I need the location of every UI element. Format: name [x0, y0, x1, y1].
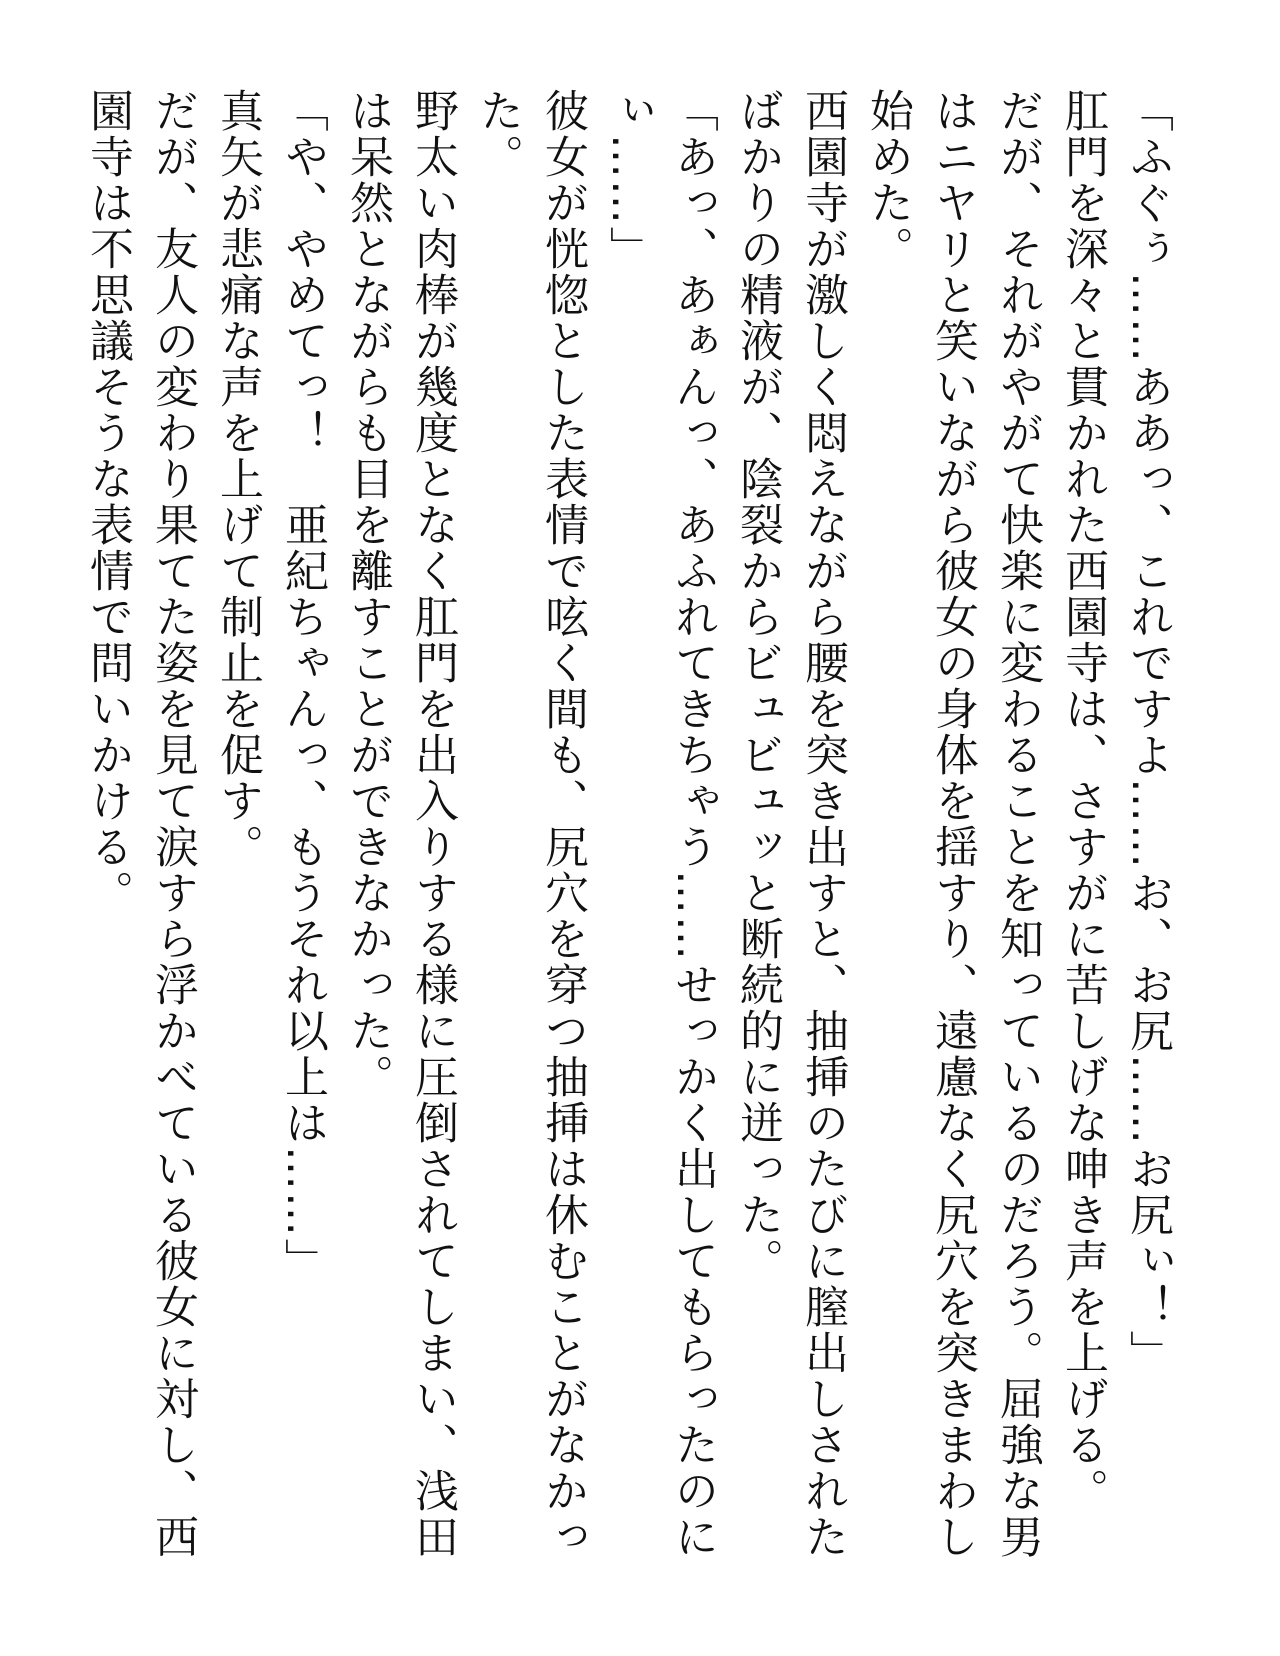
paragraph: 肛門を深々と貫かれた西園寺は、さすがに苦しげな呻き声を上げる。 [1057, 88, 1108, 1514]
paragraph: だが、友人の変わり果てた姿を見て涙すら浮かべている彼女に対し、西園寺は不思議そうな表情で問いかける。 [82, 88, 198, 1560]
paragraph: 「あっ、あぁんっ、あふれてきちゃう……せっかく出してもらったのにぃ……」 [602, 88, 718, 1560]
paragraph: だが、それがやがて快楽に変わることを知っているのだろう。屈強な男はニヤリと笑いながら彼女の身体を揺すり、遠慮なく尻穴を突きまわし始めた。 [862, 88, 1043, 1560]
vertical-text-body [75, 88, 1180, 1588]
paragraph: 「ふぐぅ……ああっ、これですよ……お、お尻……お尻ぃ！」 [1122, 88, 1173, 1376]
paragraph: 野太い肉棒が幾度となく肛門を出入りする様に圧倒されてしまい、浅田は呆然とながらも目を離すことができなかった。 [342, 88, 458, 1560]
paragraph: 真矢が悲痛な声を上げて制止を促す。 [212, 88, 263, 870]
paragraph: 「や、やめてっ！ 亜紀ちゃんっ、もうそれ以上は……」 [277, 88, 328, 1284]
paragraph: 西園寺が激しく悶えながら腰を突き出すと、抽挿のたびに膣出しされたばかりの精液が、陰裂からビュビュッと断続的に迸った。 [732, 88, 848, 1560]
paragraph: 彼女が恍惚とした表情で呟く間も、尻穴を穿つ抽挿は休むことがなかった。 [472, 88, 588, 1560]
